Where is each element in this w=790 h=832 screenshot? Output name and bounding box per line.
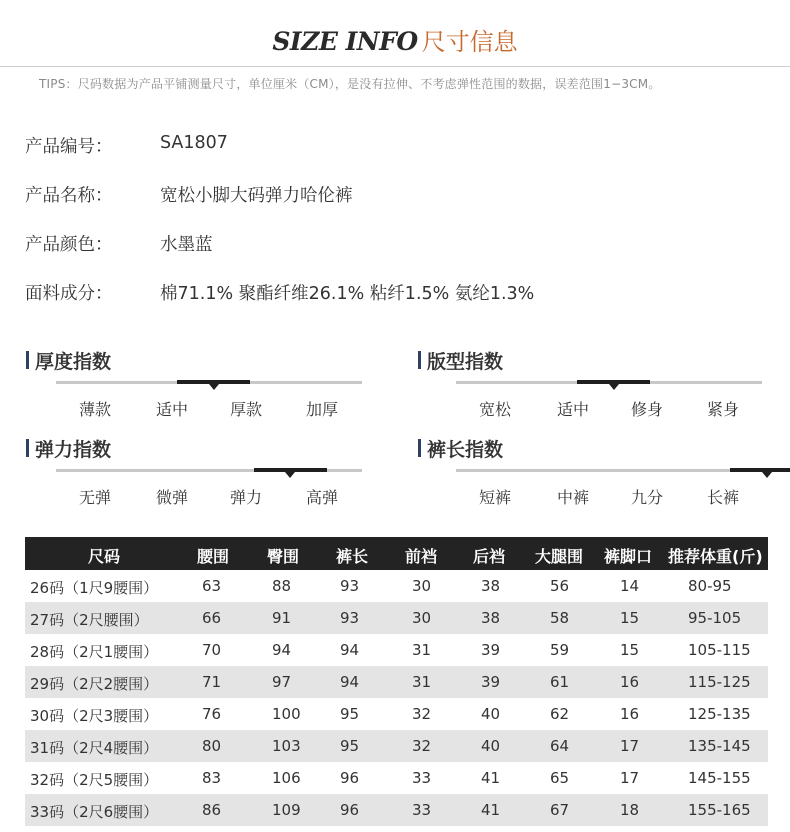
info-label: 面料成分： — [25, 284, 113, 304]
cell-weight: 115-125 — [688, 673, 751, 691]
cell-front-rise: 31 — [412, 673, 432, 691]
cell-hip: 94 — [272, 641, 292, 659]
page-header — [0, 0, 790, 66]
cell-leg-opening: 17 — [620, 737, 640, 755]
title-accent-bar — [26, 439, 29, 457]
cell-back-rise: 40 — [481, 705, 501, 723]
cell-waist: 86 — [202, 801, 222, 819]
cell-waist: 71 — [202, 673, 222, 691]
index-option: 宽松 — [478, 400, 511, 419]
index-option: 弹力 — [229, 488, 262, 507]
cell-front-rise: 32 — [412, 737, 432, 755]
index-pointer-icon — [209, 384, 219, 390]
index-option: 高弹 — [305, 488, 338, 507]
cell-front-rise: 30 — [412, 577, 432, 595]
table-row — [25, 602, 768, 634]
cell-hip: 103 — [272, 737, 301, 755]
table-row — [25, 634, 768, 666]
cell-thigh: 59 — [550, 641, 570, 659]
info-value: SA1807 — [160, 133, 228, 153]
index-title: 弹力指数 — [35, 439, 112, 461]
cell-leg-opening: 16 — [620, 673, 640, 691]
cell-hip: 109 — [272, 801, 301, 819]
index-option: 薄款 — [78, 400, 111, 419]
table-row — [25, 570, 768, 602]
cell-front-rise: 33 — [412, 769, 432, 787]
table-body — [25, 570, 768, 826]
cell-leg-opening: 15 — [620, 609, 640, 627]
cell-front-rise: 33 — [412, 801, 432, 819]
title-chinese: 尺寸信息 — [421, 28, 518, 56]
index-fit — [418, 347, 758, 427]
header-leg-opening: 裤脚口 — [604, 547, 653, 566]
cell-length: 96 — [340, 769, 360, 787]
info-value: 棉71.1% 聚酯纤维26.1% 粘纤1.5% 氨纶1.3% — [160, 284, 535, 304]
cell-leg-opening: 15 — [620, 641, 640, 659]
header-size: 尺码 — [88, 547, 121, 566]
cell-length: 94 — [340, 641, 360, 659]
cell-waist: 66 — [202, 609, 222, 627]
table-row — [25, 698, 768, 730]
cell-thigh: 61 — [550, 673, 570, 691]
index-option: 紧身 — [706, 400, 739, 419]
info-value: 水墨蓝 — [160, 235, 213, 255]
index-option: 加厚 — [305, 400, 338, 419]
cell-thigh: 67 — [550, 801, 570, 819]
cell-length: 93 — [340, 609, 360, 627]
size-table — [25, 537, 768, 826]
cell-leg-opening: 14 — [620, 577, 640, 595]
page-title — [0, 22, 790, 57]
cell-size: 29码（2尺2腰围） — [30, 675, 159, 693]
index-length — [418, 435, 758, 515]
cell-thigh: 56 — [550, 577, 570, 595]
cell-length: 95 — [340, 737, 360, 755]
cell-weight: 95-105 — [688, 609, 742, 627]
cell-weight: 135-145 — [688, 737, 751, 755]
table-row — [25, 666, 768, 698]
cell-leg-opening: 16 — [620, 705, 640, 723]
header-length: 裤长 — [336, 547, 369, 566]
table-row — [25, 762, 768, 794]
index-option: 无弹 — [78, 488, 111, 507]
header-divider — [0, 66, 790, 67]
tips-text: TIPS：尺码数据为产品平铺测量尺寸，单位厘米（CM），是没有拉伸、不考虑弹性范围的数据，误差范围1−3CM。 — [39, 77, 661, 91]
index-track — [456, 381, 762, 384]
cell-back-rise: 39 — [481, 641, 501, 659]
index-title: 厚度指数 — [35, 351, 112, 373]
cell-waist: 63 — [202, 577, 222, 595]
table-row — [25, 730, 768, 762]
cell-hip: 88 — [272, 577, 292, 595]
cell-weight: 145-155 — [688, 769, 751, 787]
cell-front-rise: 30 — [412, 609, 432, 627]
cell-length: 96 — [340, 801, 360, 819]
table-row — [25, 794, 768, 826]
index-pointer-icon — [285, 472, 295, 478]
header-weight: 推荐体重(斤) — [668, 547, 763, 566]
header-back-rise: 后裆 — [473, 547, 506, 566]
cell-thigh: 64 — [550, 737, 570, 755]
header-front-rise: 前裆 — [405, 547, 438, 566]
cell-weight: 105-115 — [688, 641, 751, 659]
cell-size: 27码（2尺腰围） — [30, 611, 149, 629]
index-track — [56, 469, 362, 472]
cell-length: 95 — [340, 705, 360, 723]
index-option: 修身 — [630, 400, 663, 419]
index-option: 微弹 — [155, 488, 188, 507]
index-option: 中裤 — [556, 488, 589, 507]
cell-size: 30码（2尺3腰围） — [30, 707, 159, 725]
cell-hip: 91 — [272, 609, 292, 627]
table-header — [25, 537, 768, 570]
title-accent-bar — [418, 351, 421, 369]
cell-hip: 106 — [272, 769, 301, 787]
info-label: 产品名称： — [25, 186, 113, 206]
cell-back-rise: 40 — [481, 737, 501, 755]
cell-weight: 125-135 — [688, 705, 751, 723]
cell-length: 94 — [340, 673, 360, 691]
cell-length: 93 — [340, 577, 360, 595]
cell-leg-opening: 17 — [620, 769, 640, 787]
cell-hip: 97 — [272, 673, 292, 691]
index-option: 厚款 — [229, 400, 262, 419]
header-hip: 臀围 — [267, 547, 300, 566]
title-accent-bar — [26, 351, 29, 369]
cell-back-rise: 41 — [481, 769, 501, 787]
title-accent-bar — [418, 439, 421, 457]
cell-size: 28码（2尺1腰围） — [30, 643, 159, 661]
title-english: SIZE INFO — [272, 27, 418, 56]
index-option: 短裤 — [478, 488, 511, 507]
cell-waist: 83 — [202, 769, 222, 787]
index-title: 版型指数 — [427, 351, 504, 373]
header-thigh: 大腿围 — [535, 547, 584, 566]
cell-leg-opening: 18 — [620, 801, 640, 819]
info-value: 宽松小脚大码弹力哈伦裤 — [160, 186, 353, 206]
cell-back-rise: 39 — [481, 673, 501, 691]
cell-size: 33码（2尺6腰围） — [30, 803, 159, 821]
cell-hip: 100 — [272, 705, 301, 723]
cell-waist: 76 — [202, 705, 222, 723]
cell-waist: 80 — [202, 737, 222, 755]
header-waist: 腰围 — [197, 547, 230, 566]
cell-waist: 70 — [202, 641, 222, 659]
cell-size: 32码（2尺5腰围） — [30, 771, 159, 789]
cell-weight: 155-165 — [688, 801, 751, 819]
index-elasticity — [26, 435, 366, 515]
cell-back-rise: 38 — [481, 609, 501, 627]
index-track — [456, 469, 762, 472]
index-selected-segment — [730, 468, 790, 472]
info-label: 产品编号： — [25, 137, 113, 157]
cell-back-rise: 38 — [481, 577, 501, 595]
cell-size: 31码（2尺4腰围） — [30, 739, 159, 757]
index-track — [56, 381, 362, 384]
info-label: 产品颜色： — [25, 235, 113, 255]
cell-weight: 80-95 — [688, 577, 732, 595]
index-thickness — [26, 347, 366, 427]
index-pointer-icon — [762, 472, 772, 478]
index-option: 适中 — [155, 400, 188, 419]
cell-front-rise: 32 — [412, 705, 432, 723]
cell-front-rise: 31 — [412, 641, 432, 659]
cell-size: 26码（1尺9腰围） — [30, 579, 159, 597]
cell-thigh: 58 — [550, 609, 570, 627]
cell-thigh: 62 — [550, 705, 570, 723]
index-title: 裤长指数 — [427, 439, 504, 461]
index-option: 九分 — [630, 488, 663, 507]
index-option: 长裤 — [706, 488, 739, 507]
cell-thigh: 65 — [550, 769, 570, 787]
cell-back-rise: 41 — [481, 801, 501, 819]
index-option: 适中 — [556, 400, 589, 419]
index-pointer-icon — [609, 384, 619, 390]
